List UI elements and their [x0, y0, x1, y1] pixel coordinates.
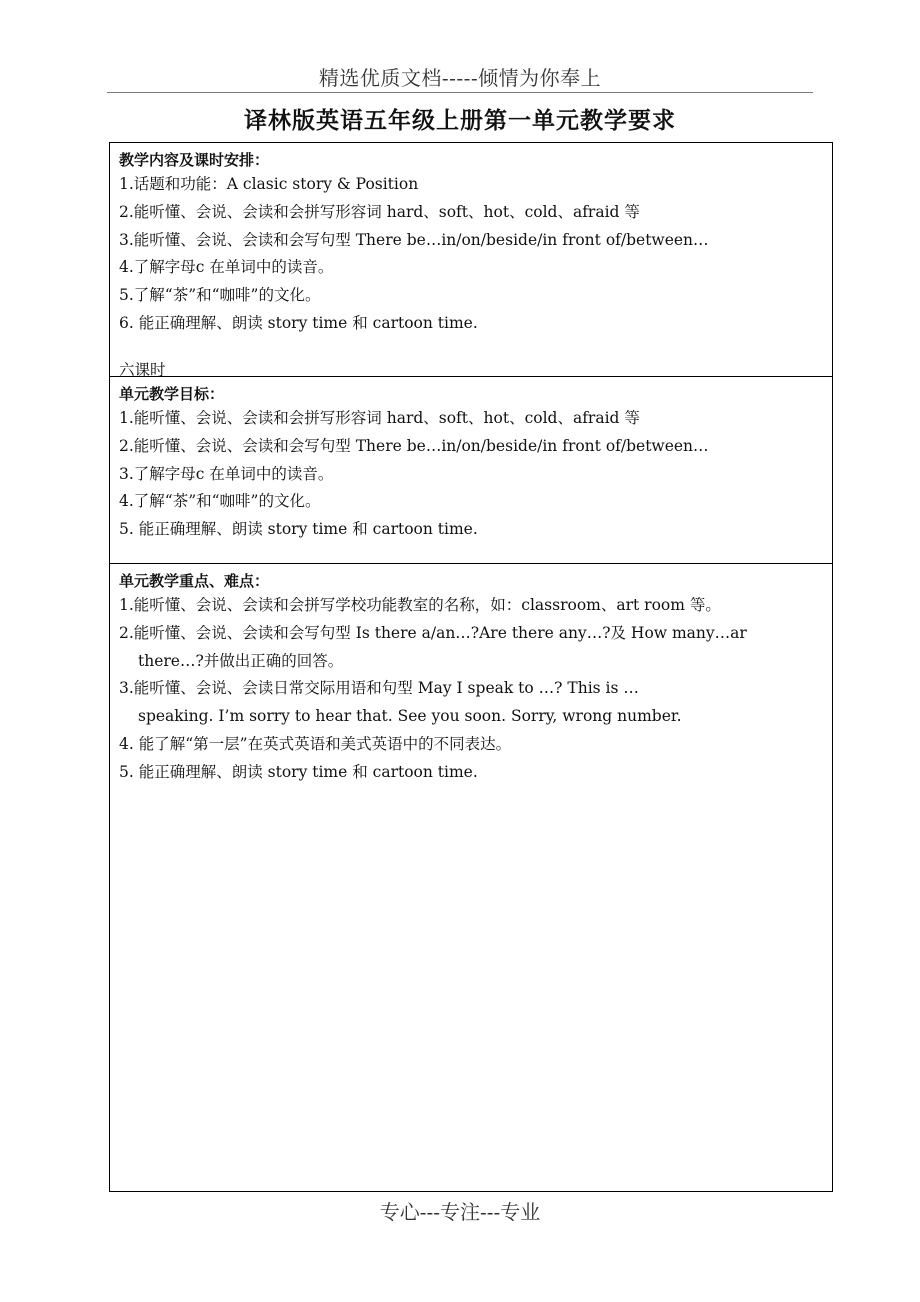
spacer	[110, 338, 832, 357]
list-item: 5.了解“茶”和“咖啡”的文化。	[119, 286, 321, 305]
lesson-count: 六课时	[119, 360, 166, 379]
requirements-table	[109, 142, 833, 1192]
list-item: 4.了解字母c 在单词中的读音。	[119, 258, 334, 277]
list-item: 4.了解“茶”和“咖啡”的文化。	[119, 492, 321, 511]
section-heading: 单元教学重点、难点：	[119, 572, 270, 590]
list-item: 1.能听懂、会说、会读和会拼写形容词 hard、soft、hot、cold、afraid 等	[119, 409, 640, 427]
section-heading: 教学内容及课时安排：	[119, 151, 270, 169]
unit-goals-section	[110, 376, 832, 563]
list-item: 5. 能正确理解、朗读 story time 和 cartoon time.	[119, 762, 478, 781]
content-schedule-section	[110, 143, 832, 379]
list-item-continuation: there…?并做出正确的回答。	[138, 651, 344, 670]
list-item: 2.能听懂、会说、会读和会拼写形容词 hard、soft、hot、cold、afraid 等	[119, 202, 640, 221]
list-item: 2.能听懂、会说、会读和会写句型 Is there a/an…?Are there any…?及 How many…ar	[119, 623, 747, 642]
header-divider	[107, 92, 813, 93]
list-item: 1.能听懂、会说、会读和会拼写学校功能教室的名称，如：classroom、art room 等。	[119, 596, 721, 614]
section-heading: 单元教学目标：	[119, 385, 225, 403]
list-item: 3.能听懂、会说、会读和会写句型 There be…in/on/beside/in front of/between…	[119, 230, 709, 249]
page-header: 精选优质文档-----倾情为你奉上	[318, 66, 602, 90]
key-points-section	[110, 563, 832, 1191]
list-item: 5. 能正确理解、朗读 story time 和 cartoon time.	[119, 520, 478, 539]
list-item: 6. 能正确理解、朗读 story time 和 cartoon time.	[119, 313, 478, 332]
page-footer: 专心---专注---专业	[379, 1200, 541, 1224]
document-title: 译林版英语五年级上册第一单元教学要求	[244, 107, 676, 134]
list-item: 2.能听懂、会说、会读和会写句型 There be…in/on/beside/in front of/between…	[119, 436, 709, 455]
list-item-continuation: speaking. I’m sorry to hear that. See you soon. Sorry, wrong number.	[138, 707, 682, 726]
list-item: 1.话题和功能：A clasic story & Position	[119, 175, 419, 193]
list-item: 4. 能了解“第一层”在英式英语和美式英语中的不同表达。	[119, 734, 512, 753]
list-item: 3.能听懂、会说、会读日常交际用语和句型 May I speak to …? This is …	[119, 679, 639, 698]
list-item: 3.了解字母c 在单词中的读音。	[119, 464, 334, 483]
